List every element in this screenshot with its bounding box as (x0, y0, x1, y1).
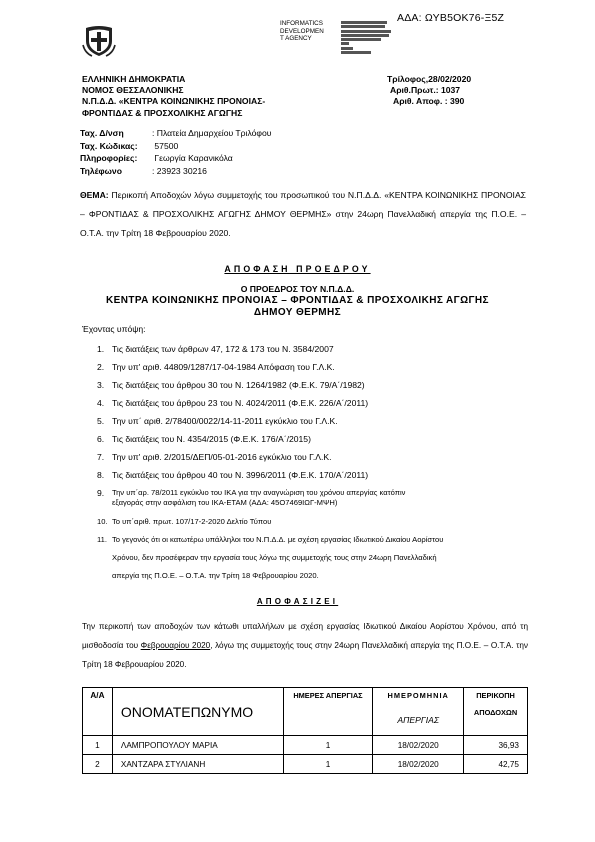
list-item-number: 6. (97, 434, 105, 444)
cell-date: 18/02/2020 (373, 736, 464, 755)
contact-label: Ταχ. Κώδικας: (80, 140, 138, 151)
greek-emblem-icon (82, 23, 116, 57)
reference-block (387, 74, 471, 108)
president-heading: Ο ΠΡΟΕΔΡΟΣ ΤΟΥ Ν.Π.Δ.Δ. (240, 284, 355, 294)
agency-logo (280, 20, 324, 43)
agency-logo-line: T AGENCY (280, 35, 312, 43)
agency-logo-line: INFORMATICS (280, 20, 323, 27)
list-item-number: 7. (97, 452, 105, 462)
issuer-line: Ν.Π.Δ.Δ. «ΚΕΝΤΡΑ ΚΟΙΝΩΝΙΚΗΣ ΠΡΟΝΟΙΑΣ- (82, 96, 266, 107)
protocol-number: Αριθ.Πρωτ.: 1037 (390, 85, 461, 96)
header-date-line2: ΑΠΕΡΓΙΑΣ (397, 715, 439, 725)
list-item: Την υπ΄ αριθ. 2/78400/0022/14-11-2011 εγκύκλιο του Γ.Λ.Κ. (112, 416, 338, 426)
table-row (83, 755, 528, 774)
header-cut (464, 688, 528, 736)
list-item-number: 1. (97, 344, 105, 354)
cell-cut: 42,75 (464, 755, 528, 774)
list-item: Το γεγονός ότι οι κατωτέρω υπάλληλοι του Ν.Π.Δ.Δ. με σχέση εργασίας Ιδιωτικού Δικαίου Αορίστου (112, 535, 444, 544)
header-cut-line1: ΠΕΡΙΚΟΠΗ (476, 691, 515, 700)
contact-value: Γεωργία Καρανικόλα (152, 153, 233, 164)
ruling-month: Φεβρουαρίου 2020 (140, 641, 211, 650)
list-item-number: 10. (97, 517, 108, 526)
agency-logo-line: DEVELOPMEN (280, 27, 324, 35)
list-item: Τις διατάξεις του άρθρου 30 του Ν. 1264/1982 (Φ.Ε.Κ. 79/Α΄/1982) (112, 380, 365, 390)
contact-value: : Πλατεία Δημαρχείου Τριλόφου (152, 128, 272, 138)
list-item-number: 4. (97, 398, 105, 408)
ruling-paragraph (82, 617, 528, 674)
center-name-line: ΚΕΝΤΡΑ ΚΟΙΝΩΝΙΚΗΣ ΠΡΟΝΟΙΑΣ – ΦΡΟΝΤΙΔΑΣ & ΠΡΟΣΧΟΛΙΚΗΣ ΑΓΩΓΗΣ (106, 295, 489, 306)
header-date-line1: ΗΜΕΡΟΜΗΝΙΑ (387, 691, 449, 700)
list-item-continuation: εξαγοράς στην ασφάλιση του ΙΚΑ-ΕΤΑΜ (ΑΔΑ: 45Ο7469ΙΩΓ-ΜΨΗ) (112, 498, 338, 507)
list-item-continuation: Χρόνου, δεν προσέφεραν την εργασία τους λόγω της συμμετοχής τους στην 24ωρη Πανελλαδική (112, 553, 437, 562)
subject-paragraph (80, 186, 526, 243)
ruling-text: , λόγω της συμμετοχής τους στην 24ωρη Πανελλαδική απεργία της Π.Ο.Ε. – Ο.Τ.Α. την Τρίτη 18 Φεβρουαρίου 2020. (82, 641, 528, 669)
place-date: Τρίλοφος,28/02/2020 (387, 74, 472, 84)
table-header-row (83, 688, 528, 736)
decision-title: ΑΠΟΦΑΣΗ ΠΡΟΕΔΡΟΥ (224, 264, 371, 274)
list-item-number: 5. (97, 416, 105, 426)
cell-date: 18/02/2020 (373, 755, 464, 774)
decision-number: Αριθ. Αποφ. : 390 (393, 96, 465, 107)
contact-row (80, 152, 271, 165)
table-row (83, 736, 528, 755)
list-item: Τις διατάξεις του άρθρου 40 του Ν. 3996/2011 (Φ.Ε.Κ. 170/Α΄/2011) (112, 470, 369, 480)
contact-row (80, 127, 271, 140)
issuer-line: ΦΡΟΝΤΙΔΑΣ & ΠΡΟΣΧΟΛΙΚΗΣ ΑΓΩΓΗΣ (82, 107, 243, 118)
list-item: Την υπ' αριθ. 44809/1287/17-04-1984 Απόφαση του Γ.Λ.Κ. (112, 362, 335, 372)
header-cut-line2: ΑΠΟΔΟΧΩΝ (473, 708, 518, 717)
list-item: Την υπ' αριθ. 2/2015/ΔΕΠ/05-01-2016 εγκύκλιο του Γ.Λ.Κ. (112, 452, 332, 462)
ada-code: ΑΔΑ: ΩΥΒ5ΟΚ76-Ξ5Ζ (397, 12, 505, 24)
header-aa: Α/Α (83, 688, 113, 736)
contact-label: Ταχ. Δ/νση (80, 128, 124, 138)
cell-cut: 36,93 (464, 736, 528, 755)
contact-row (80, 140, 271, 153)
center-name-line: ΔΗΜΟΥ ΘΕΡΜΗΣ (253, 307, 342, 318)
subject-text: Περικοπή Αποδοχών λόγω συμμετοχής του προσωπικού του Ν.Π.Δ.Δ. «ΚΕΝΤΡΑ ΚΟΙΝΩΝΙΚΗΣ ΠΡΟΝΟΙΑΣ – ΦΡΟΝΤΙΔΑΣ & ΠΡΟΣΧΟΛΙΚΗΣ ΑΓΩΓΗΣ ΔΗΜΟΥ ΘΕΡΜΗΣ» στην 24ωρη Πανελλαδική απεργία της Π.Ο.Ε. – Ο.Τ.Α. την Τρίτη 18 Φεβρουαρίου 2020. (80, 190, 526, 238)
ruling-text: Την περικοπή των αποδοχών των κάτωθι υπαλλήλων με σχέση εργασίας Ιδιωτικού Δικαίου Αορίστου Χρόνου, από τη μισθοδοσία του (82, 622, 528, 650)
list-item-number: 3. (97, 380, 105, 390)
list-item-number: 11. (97, 535, 107, 544)
contact-label: Τηλέφωνο (80, 165, 122, 176)
subject-label: ΘΕΜΑ: (80, 190, 109, 200)
center-name (0, 295, 595, 319)
cell-name: ΛΑΜΠΡΟΠΟΥΛΟΥ ΜΑΡΙΑ (112, 736, 283, 755)
header-name: ΟΝΟΜΑΤΕΠΩΝΥΜΟ (112, 688, 283, 736)
cell-aa: 2 (83, 755, 113, 774)
deduction-table (82, 687, 528, 774)
contact-value: : 23923 30216 (152, 165, 207, 176)
cell-days: 1 (283, 736, 373, 755)
agency-logo-greek-text (341, 21, 391, 55)
issuer-line: ΕΛΛΗΝΙΚΗ ΔΗΜΟΚΡΑΤΙΑ (82, 74, 186, 84)
contact-block (80, 127, 271, 177)
header-days: ΗΜΕΡΕΣ ΑΠΕΡΓΙΑΣ (283, 688, 373, 736)
list-item-number: 2. (97, 362, 105, 372)
list-item: Το υπ΄αριθ. πρωτ. 107/17-2-2020 Δελτίο Τύπου (112, 517, 272, 526)
list-item: Τις διατάξεις του άρθρου 23 του Ν. 4024/2011 (Φ.Ε.Κ. 226/Α΄/2011) (112, 398, 369, 408)
header-date (373, 688, 464, 736)
contact-value: 57500 (152, 140, 179, 151)
cell-aa: 1 (83, 736, 113, 755)
contact-row (80, 165, 271, 178)
considering-label: Έχοντας υπόψη: (82, 324, 146, 334)
cell-days: 1 (283, 755, 373, 774)
issuer-block (82, 74, 265, 119)
list-item-number: 8. (97, 470, 105, 480)
list-item-continuation: απεργία της Π.Ο.Ε. – Ο.Τ.Α. την Τρίτη 18 Φεβρουαρίου 2020. (112, 571, 319, 580)
list-item-number: 9. (97, 488, 105, 498)
list-item: Τις διατάξεις του Ν. 4354/2015 (Φ.Ε.Κ. 176/Α΄/2015) (112, 434, 311, 444)
issuer-line: ΝΟΜΟΣ ΘΕΣΣΑΛΟΝΙΚΗΣ (82, 85, 184, 96)
list-item: Τις διατάξεις των άρθρων 47, 172 & 173 του Ν. 3584/2007 (112, 344, 334, 354)
decides-heading: ΑΠΟΦΑΣΙΖΕΙ (256, 597, 339, 606)
list-item: Την υπ΄αρ. 78/2011 εγκύκλιο του ΙΚΑ για την αναγνώριση του χρόνου απεργίας κατόπιν (112, 488, 406, 497)
cell-name: ΧΑΝΤΖΑΡΑ ΣΤΥΛΙΑΝΗ (112, 755, 283, 774)
contact-label: Πληροφορίες: (80, 153, 138, 164)
